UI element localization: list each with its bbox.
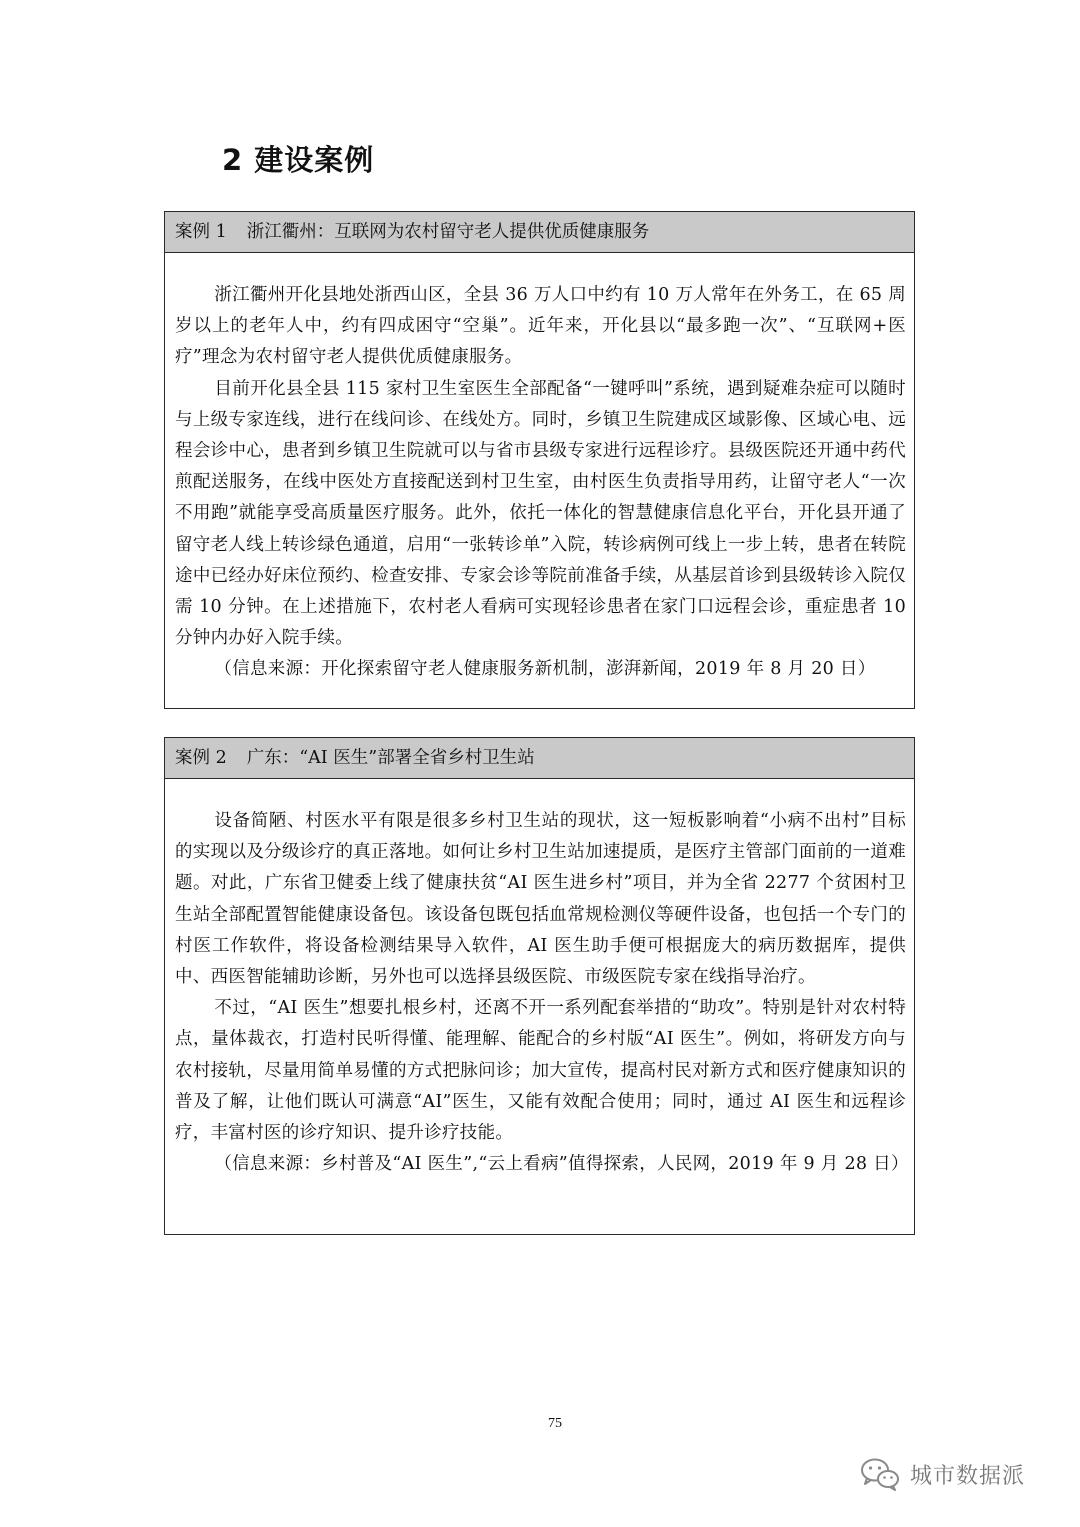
case-source: （信息来源：开化探索留守老人健康服务新机制，澎湃新闻，2019 年 8 月 20 日）	[214, 659, 876, 680]
case-paragraph: 设备简陋、村医水平有限是很多乡村卫生站的现状，这一短板影响着“小病不出村”目标的实现以及分级诊疗的真正落地。如何让乡村卫生站加速提质，是医疗主管部门面前的一道难题。对此，广东省卫健委上线了健康扶贫“AI 医生进乡村”项目，并为全省 2277 个贫困村卫生站全部配置智能健康设备包。该设备包既包括血常规检测仪等硬件设备，也包括一个专门的村医工作软件，将设备检测结果导入软件，AI 医生助手便可根据庞大的病历数据库，提供中、西医智能辅助诊断，另外也可以选择县级医院、市级医院专家在线指导治疗。	[175, 811, 906, 988]
case-paragraph: 浙江衢州开化县地处浙西山区，全县 36 万人口中约有 10 万人常年在外务工，在 65 周岁以上的老年人中，约有四成困守“空巢”。近年来，开化县以“最多跑一次”、“互联网+医疗”理念为农村留守老人提供优质健康服务。	[175, 285, 906, 368]
case-box-2	[164, 737, 915, 1235]
case-source: （信息来源：乡村普及“AI 医生”,“云上看病”值得探索，人民网，2019 年 9 月 28 日）	[214, 1154, 909, 1175]
case-title: 浙江衢州：互联网为农村留守老人提供优质健康服务	[246, 222, 650, 242]
section-title: 2 建设案例	[222, 143, 375, 177]
page-number: 75	[548, 1416, 562, 1431]
case-paragraph: 不过，“AI 医生”想要扎根乡村，还离不开一系列配套举措的“助攻”。特别是针对农村特点，量体裁衣，打造村民听得懂、能理解、能配合的乡村版“AI 医生”。例如，将研发方向与农村接轨，尽量用简单易懂的方式把脉问诊；加大宣传，提高村民对新方式和医疗健康知识的普及了解，让他们既认可满意“AI”医生，又能有效配合使用；同时，通过 AI 医生和远程诊疗，丰富村医的诊疗知识、提升诊疗技能。	[175, 998, 906, 1144]
wechat-icon	[860, 1457, 900, 1491]
watermark-text: 城市数据派	[910, 1463, 1026, 1489]
watermark	[860, 1456, 1025, 1492]
case-number: 案例 2	[175, 748, 227, 768]
case-title: 广东：“AI 医生”部署全省乡村卫生站	[246, 748, 535, 768]
case-paragraph: 目前开化县全县 115 家村卫生室医生全部配备“一键呼叫”系统，遇到疑难杂症可以随时与上级专家连线，进行在线问诊、在线处方。同时，乡镇卫生院建成区域影像、区域心电、远程会诊中心，患者到乡镇卫生院就可以与省市县级专家进行远程诊疗。县级医院还开通中药代煎配送服务，在线中医处方直接配送到村卫生室，由村医生负责指导用药，让留守老人“一次不用跑”就能享受高质量医疗服务。此外，依托一体化的智慧健康信息化平台，开化县开通了留守老人线上转诊绿色通道，启用“一张转诊单”入院，转诊病例可线上一步上转，患者在转院途中已经办好床位预约、检查安排、专家会诊等院前准备手续，从基层首诊到县级转诊入院仅需 10 分钟。在上述措施下，农村老人看病可实现轻诊患者在家门口远程会诊，重症患者 10 分钟内办好入院手续。	[175, 378, 906, 649]
case-header	[165, 738, 914, 779]
case-box-1	[164, 211, 915, 709]
case-header	[165, 212, 914, 253]
case-body	[165, 779, 914, 1180]
case-number: 案例 1	[175, 222, 227, 242]
case-body	[165, 253, 914, 686]
